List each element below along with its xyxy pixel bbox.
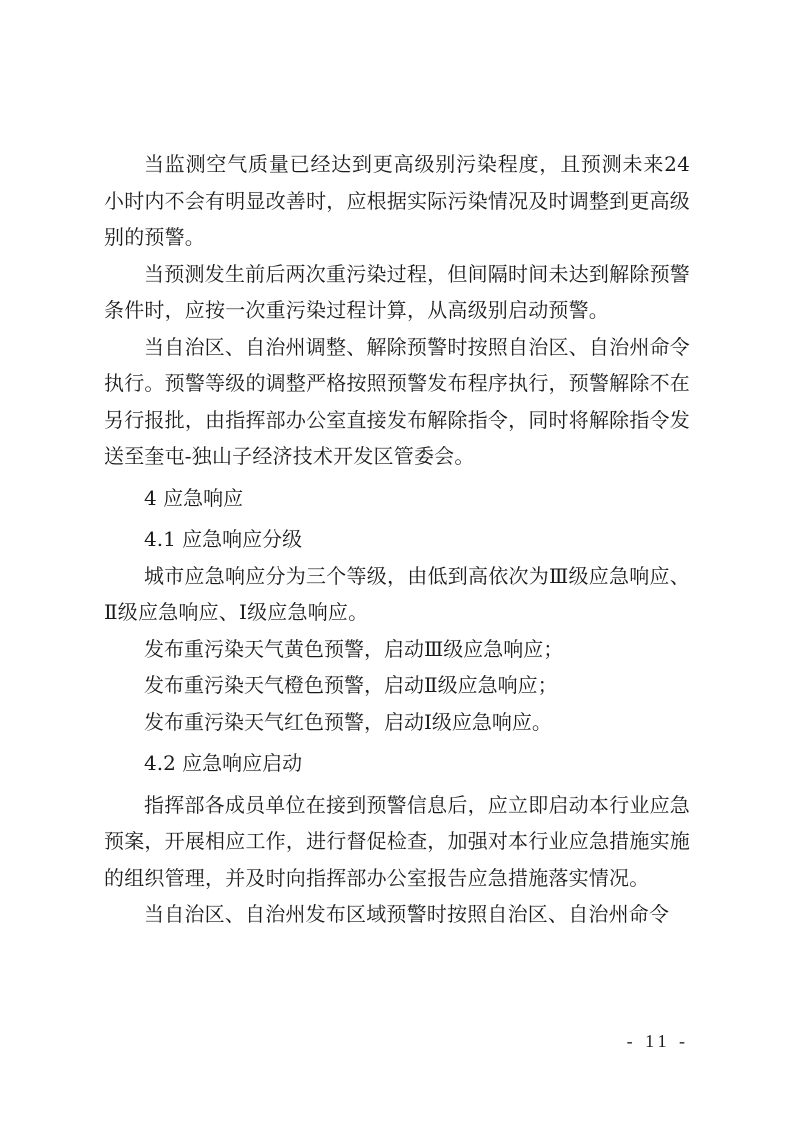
paragraph-member-units: 指挥部各成员单位在接到预警信息后，应立即启动本行业应急预案，开展相应工作，进行督促检查，加强对本行业应急措施实施的组织管理，并及时向指挥部办公室报告应急措施落实情况。 (104, 792, 690, 890)
paragraph-upgrade-warning: 当监测空气质量已经达到更高级别污染程度，且预测未来24小时内不会有明显改善时，应根据实际污染情况及时调整到更高级别的预警。 (104, 152, 690, 249)
section-heading-emergency-response: 4 应急响应 (144, 485, 244, 510)
list-item-red-warning: 发布重污染天气红色预警，启动Ⅰ级应急响应。 (144, 709, 552, 734)
page-number: - 11 - (626, 1031, 689, 1051)
paragraph-continuous-pollution: 当预测发生前后两次重污染过程，但间隔时间未达到解除预警条件时，应按一次重污染过程计算，从高级别启动预警。 (104, 261, 690, 322)
paragraph-regional-warning: 当自治区、自治州发布区域预警时按照自治区、自治州命令 (144, 902, 670, 926)
list-item-orange-warning: 发布重污染天气橙色预警，启动Ⅱ级应急响应； (144, 673, 558, 697)
paragraph-response-levels: 城市应急响应分为三个等级，由低到高依次为Ⅲ级应急响应、Ⅱ级应急响应、Ⅰ级应急响应。 (104, 563, 690, 624)
list-item-yellow-warning: 发布重污染天气黄色预警，启动Ⅲ级应急响应； (144, 636, 564, 661)
paragraph-adjust-release: 当自治区、自治州调整、解除预警时按照自治区、自治州命令执行。预警等级的调整严格按照预警发布程序执行，预警解除不在另行报批，由指挥部办公室直接发布解除指令，同时将解除指令发送至奎屯-独山子经济技术开发区管委会。 (104, 334, 690, 468)
document-body (104, 146, 690, 933)
subsection-heading-response-levels: 4.1 应急响应分级 (144, 527, 303, 551)
subsection-heading-response-start: 4.2 应急响应启动 (144, 751, 303, 775)
